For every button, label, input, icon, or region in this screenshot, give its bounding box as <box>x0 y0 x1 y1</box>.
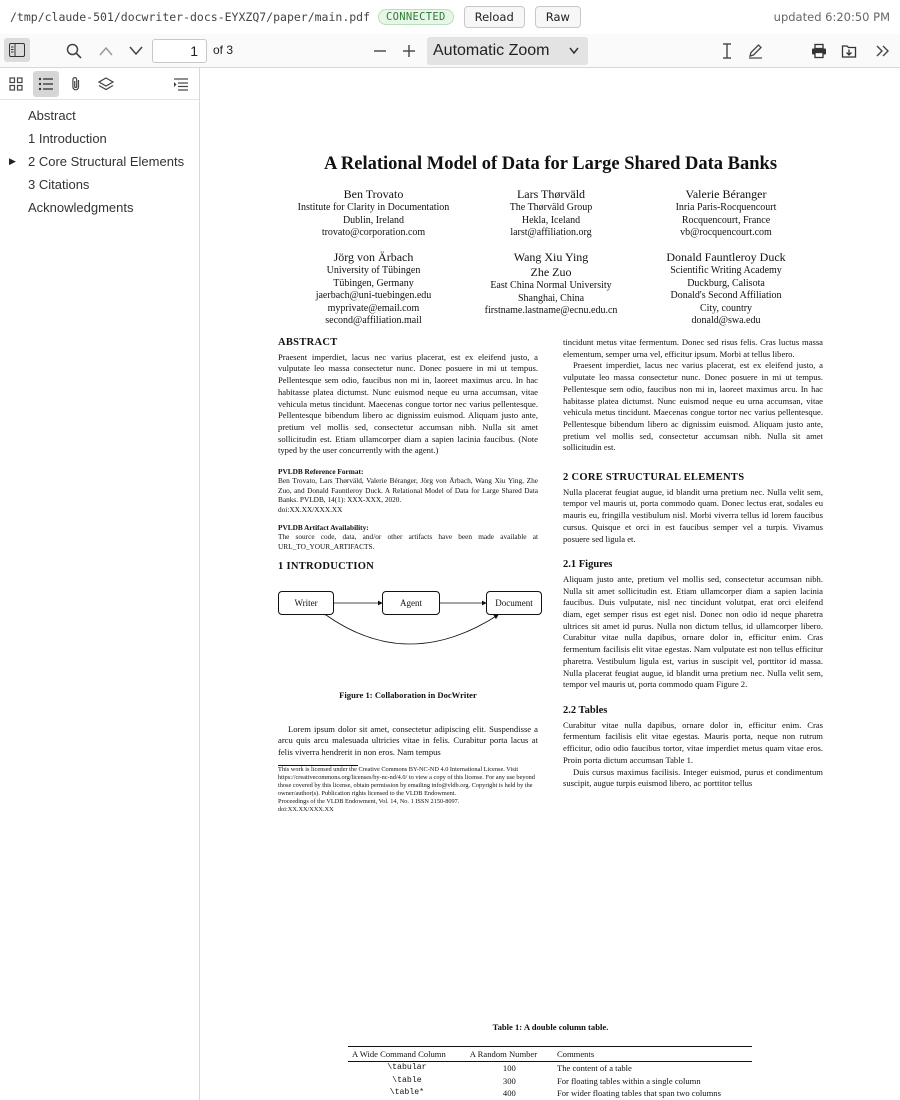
zoom-select[interactable] <box>427 37 588 65</box>
prev-page-icon[interactable] <box>96 41 116 61</box>
section-2-2-text: Duis cursus maximus facilisis. Integer euismod, purus et condimentum suscipit, augue turpis euismod libero, ac porttitor tellus <box>563 766 823 789</box>
table-cell: 300 <box>502 1075 516 1086</box>
outline-item-acknowledgments[interactable] <box>0 196 199 219</box>
outline-item-label: 1 Introduction <box>28 131 107 146</box>
author-email: larst@affiliation.org <box>510 227 592 239</box>
author-affiliation: Institute for Clarity in Documentation <box>297 202 450 213</box>
author-location: Duckburg, Calisota <box>687 277 765 289</box>
connection-status-badge: CONNECTED <box>378 9 454 25</box>
outline-item-label: Acknowledgments <box>28 200 134 215</box>
author-location: City, country <box>699 302 753 314</box>
proceedings-doi: doi:XX.XX/XXX.XX <box>278 805 334 813</box>
figure-node-agent: Agent <box>382 591 440 615</box>
document-outline <box>0 100 199 219</box>
raw-button[interactable]: Raw <box>535 6 581 28</box>
sidebar-tabs <box>0 68 199 100</box>
author-email: second@affiliation.mail <box>325 315 422 327</box>
abstract-heading: ABSTRACT <box>278 337 338 348</box>
table-cell: 400 <box>502 1088 516 1098</box>
reference-format-text: Ben Trovato, Lars Thørväld, Valerie Béranger, Jörg von Ärbach, Wang Xiu Ying, Zhe Zuo, and Donald Fauntleroy Duck. A Relational Model of Data for Large Shared Data Banks. PVLDB, 14(1): XXX-XXX, 2020. <box>278 476 538 505</box>
table-cell: The content of a table <box>556 1063 632 1073</box>
section-2-text: Nulla placerat feugiat augue, id blandit urna pretium nec. Nulla velit sem, tempor vel mauris ut, porta commodo quam. Donec lectus erat, sodales eu mauris eu, fringilla vestibulum nisl. Morbi viverra tellus id lorem faucibus cursus. Quisque et orci in est faucibus semper vel a turpis. Vivamus posuere sed ligula et. <box>563 486 823 544</box>
author-name: Ben Trovato <box>343 187 404 201</box>
license-text: This work is licensed under the Creative Commons BY-NC-ND 4.0 International License. Visit https://creativecommons.org/licenses/by-nc-nd/4.0/ to view a copy of this license. For any use beyond those covered by this license, obtain permission by emailing info@vldb.org. Copyright is held by the owner/author(s). Publication rights licensed to the VLDB Endowment. <box>278 765 535 797</box>
author-location: Rocquencourt, France <box>681 214 771 226</box>
author-email: myprivate@email.com <box>327 302 420 314</box>
author-email: jaerbach@uni-tuebingen.edu <box>315 290 432 302</box>
writer-document-arrow <box>326 615 498 644</box>
table-caption: Table 1: A double column table. <box>492 1022 609 1032</box>
author-block <box>281 250 466 328</box>
reference-format-heading: PVLDB Reference Format: <box>278 467 364 477</box>
author-affiliation: University of Tübingen <box>326 265 421 276</box>
outline-sidebar <box>0 68 200 1100</box>
author-affiliation: Donald's Second Affiliation <box>670 290 782 302</box>
text-select-icon[interactable] <box>717 41 737 61</box>
figure-caption: Figure 1: Collaboration in DocWriter <box>339 689 477 700</box>
thumbnails-icon[interactable] <box>3 71 29 97</box>
right-column <box>563 337 823 790</box>
table-cell: \table* <box>389 1088 425 1097</box>
figure-node-document: Document <box>486 591 542 615</box>
zoom-in-icon[interactable] <box>399 41 419 61</box>
author-name: Valerie Béranger <box>685 187 767 201</box>
author-affiliation: East China Normal University <box>490 280 612 291</box>
section-2-heading: 2 CORE STRUCTURAL ELEMENTS <box>563 472 745 484</box>
introduction-text: Lorem ipsum dolor sit amet, consectetur adipiscing elit. Suspendisse a arcu quis arcu malesuada ultricies vitae in felis. Curabitur porta lacus at felis viverra hendrerit in non eros. Nam tempus <box>278 723 538 758</box>
outline-item-label: 3 Citations <box>28 177 90 192</box>
author-affiliation: Inria Paris-Rocquencourt <box>675 202 777 213</box>
author-affiliation: The Thørväld Group <box>509 202 593 213</box>
author-email: trovato@corporation.com <box>321 227 426 239</box>
author-email: firstname.lastname@ecnu.edu.cn <box>484 305 618 317</box>
author-location: Hekla, Iceland <box>521 214 581 226</box>
section-2-1-heading: 2.1 Figures <box>563 559 613 571</box>
reload-button[interactable]: Reload <box>464 6 525 28</box>
sidebar-toggle-icon[interactable] <box>4 38 30 62</box>
author-location: Tübingen, Germany <box>333 277 414 289</box>
author-block <box>636 187 816 240</box>
introduction-heading: 1 INTRODUCTION <box>278 561 375 573</box>
outline-item-citations[interactable] <box>0 173 199 196</box>
search-icon[interactable] <box>64 41 84 61</box>
current-outline-item-icon[interactable] <box>168 71 194 97</box>
outline-item-introduction[interactable] <box>0 127 199 150</box>
artifact-heading: PVLDB Artifact Availability: <box>278 523 369 533</box>
table-cell: For wider floating tables that span two columns <box>556 1088 721 1098</box>
status-bar <box>0 0 900 34</box>
table-row <box>348 1075 752 1088</box>
attachments-icon[interactable] <box>63 71 89 97</box>
author-block <box>636 250 816 328</box>
figure-node-writer: Writer <box>278 591 334 615</box>
artifact-text: The source code, data, and/or other artifacts have been made available at URL_TO_YOUR_ARTIFACTS. <box>278 532 538 551</box>
author-name: Donald Fauntleroy Duck <box>666 250 786 264</box>
outline-item-abstract[interactable] <box>0 104 199 127</box>
section-2-2-text: Curabitur vitae nulla dapibus, ornare dolor in, efficitur enim. Cras fermentum facilisis elit vitae egestas. Mauris porta, neque non rutrum efficitur, odio odio faucibus tortor, vitae imperdiet metus quam vitae eros. Proin porta dictum accumsan Table 1. <box>563 719 823 765</box>
save-icon[interactable] <box>839 41 859 61</box>
author-location: Dublin, Ireland <box>342 214 405 226</box>
zoom-value: Automatic Zoom <box>433 42 550 59</box>
table-cell: \table <box>392 1075 422 1085</box>
expand-triangle-icon[interactable]: ▶ <box>9 156 16 166</box>
author-block <box>281 187 466 240</box>
outline-item-label: 2 Core Structural Elements <box>28 154 185 169</box>
page-number-input[interactable]: 1 <box>152 39 207 63</box>
paragraph: tincidunt metus vitae fermentum. Donec sed risus felis. Cras luctus massa elementum, semper urna vel, efficitur ipsum. Morbi at tellus libero. <box>563 337 823 359</box>
section-2-2-heading: 2.2 Tables <box>563 704 608 716</box>
pdf-page <box>201 69 900 1100</box>
table-cell: 100 <box>502 1063 516 1073</box>
left-column <box>278 337 538 814</box>
table-header-cell: A Wide Command Column <box>348 1047 466 1062</box>
author-email: donald@swa.edu <box>691 315 761 327</box>
paragraph: Praesent imperdiet, lacus nec varius placerat, est ex eleifend justo, a vulputate leo massa consectetur nunc. Donec posuere in mi ut tempus. Pellentesque sem odio, faucibus non mi in, laoreet maximus arcu. In hac habitasse platea dictumst. Nunc euismod neque eu urna accumsan, vitae vehicula metus tincidunt. Maecenas congue tortor nec varius pellentesque. Pellentesque bibendum libero ac dignissim euismod. Aliquam justo ante, pretium vel mollis sed, consectetur accumsan nibh. Nulla sit amet sollicitudin est. <box>563 360 823 453</box>
table-row <box>348 1062 752 1075</box>
outline-item-label: Abstract <box>28 108 76 123</box>
paper-title: A Relational Model of Data for Large Shared Data Banks <box>323 154 778 174</box>
draw-icon[interactable] <box>745 41 765 61</box>
table-cell: For floating tables within a single column <box>556 1075 701 1086</box>
author-block <box>466 187 636 240</box>
page-total-label: of 3 <box>213 43 234 57</box>
table-header-cell: A Random Number <box>466 1047 553 1062</box>
author-email: vb@rocquencourt.com <box>680 227 772 239</box>
updated-timestamp: updated 6:20:50 PM <box>773 10 890 24</box>
abstract-text: Praesent imperdiet, lacus nec varius placerat, est ex eleifend justo, a vulputate leo massa consectetur nunc. Donec posuere in mi ut tempus. Pellentesque sem odio, faucibus non mi in, laoreet maximus arcu. In hac habitasse platea dictumst. Nunc euismod neque eu urna accumsan, vitae vehicula metus tincidunt. Maecenas congue tortor nec varius pellentesque. Pellentesque bibendum libero ac dignissim euismod. Aliquam justo ante, pretium vel mollis sed, consectetur accumsan nibh. Nulla sit amet sollicitudin est. Etiam ullamcorper diam a sapien lacinia faucibus. (Note typed by the user concurrently with the agent.) <box>278 351 538 456</box>
pdf-toolbar <box>0 34 900 68</box>
author-name: Jörg von Ärbach <box>333 250 414 264</box>
author-location: Shanghai, China <box>517 292 585 304</box>
author-name: Lars Thørväld <box>516 187 586 201</box>
author-affiliation: Scientific Writing Academy <box>670 265 782 276</box>
outline-item-core-structural-elements[interactable] <box>0 150 199 173</box>
section-2-1-text: Aliquam justo ante, pretium vel mollis sed, consectetur accumsan nibh. Nulla sit amet sollicitudin est. Etiam ullamcorper diam a sapien lacinia faucibus. Duis vulputate, nisl nec tincidunt volutpat, erat orci eleifend diam, eget semper risus est eget nisl. Donec non odio id neque pharetra ultrices sit amet id purus. Nulla non dictum tellus, id ullamcorper libero. Curabitur vitae nulla dapibus, ornare dolor in, efficitur enim. Cras fermentum facilisis elit vitae egestas. Nam vulputate est non tellus efficitur pharetra. Vestibulum ligula est, varius in suscipit vel, porttitor id massa. Nulla placerat feugiat augue, id blandit urna pretium nec. Nulla velit sem, tempor vel mauris ut, porta commodo quam Figure 2. <box>563 573 823 690</box>
proceedings-text: Proceedings of the VLDB Endowment, Vol. 14, No. 1 ISSN 2150-8097. <box>278 797 460 805</box>
table-header-row <box>348 1047 752 1062</box>
zoom-out-icon[interactable] <box>370 41 390 61</box>
print-icon[interactable] <box>809 41 829 61</box>
outline-icon[interactable] <box>33 71 59 97</box>
next-page-icon[interactable] <box>126 41 146 61</box>
author-block <box>466 250 636 318</box>
table-cell: \tabular <box>387 1063 427 1072</box>
author-name: Zhe Zuo <box>530 265 572 279</box>
table-row <box>348 1087 752 1100</box>
table-header-cell: Comments <box>553 1047 752 1062</box>
author-name: Wang Xiu Ying <box>513 250 589 264</box>
file-path: /tmp/claude-501/docwriter-docs-EYXZQ7/paper/main.pdf <box>10 10 371 24</box>
layers-icon[interactable] <box>93 71 119 97</box>
reference-doi: doi:XX.XX/XXX.XX <box>278 504 343 514</box>
table-1 <box>348 1046 752 1100</box>
figure-1 <box>278 581 538 686</box>
more-tools-icon[interactable] <box>873 41 893 61</box>
